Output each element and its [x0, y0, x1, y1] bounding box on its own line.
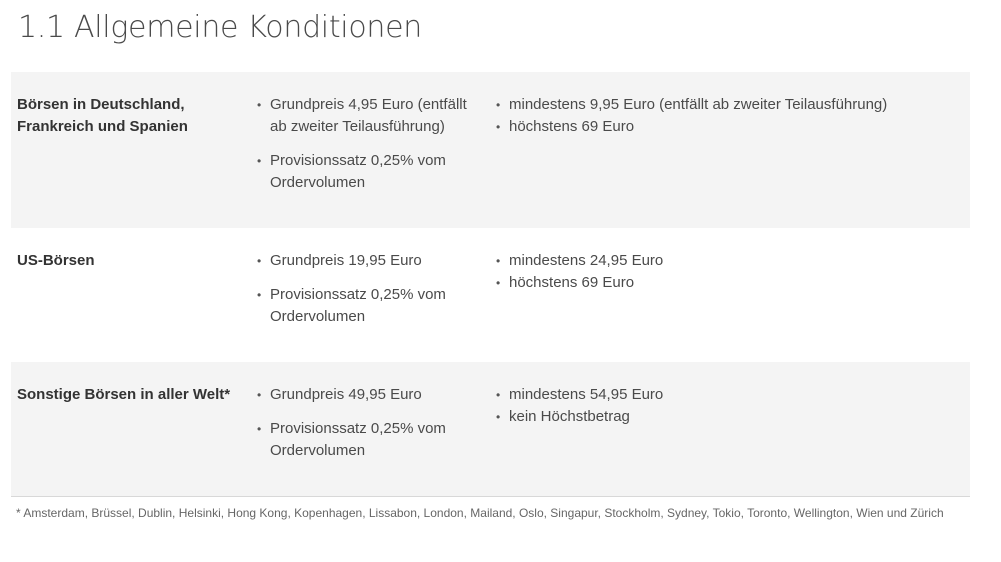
page-title: 1.1 Allgemeine Konditionen	[18, 10, 422, 45]
table-row	[11, 72, 970, 228]
bullet-icon: •	[496, 120, 501, 134]
row-label: US-Börsen	[17, 252, 95, 269]
bullet-icon: •	[257, 288, 262, 302]
bullet-icon: •	[496, 388, 501, 402]
divider	[11, 496, 970, 497]
limits-list	[496, 250, 966, 294]
bullet-icon: •	[257, 254, 262, 268]
list-item	[257, 384, 487, 406]
list-item	[496, 250, 966, 272]
list-item	[257, 418, 487, 462]
list-item-text: Grundpreis 49,95 Euro	[270, 386, 422, 403]
table-row	[11, 228, 970, 362]
list-item	[496, 384, 966, 406]
list-item-text: Grundpreis 19,95 Euro	[270, 252, 422, 269]
list-item-text: kein Höchstbetrag	[509, 408, 630, 425]
list-item-text: Provisionssatz 0,25% vom Ordervolumen	[270, 420, 446, 459]
bullet-icon: •	[496, 410, 501, 424]
bullet-icon: •	[496, 98, 501, 112]
row-label: Börsen in Deutschland, Frankreich und Spanien	[17, 96, 188, 135]
list-item-text: mindestens 54,95 Euro	[509, 386, 664, 403]
list-item-text: mindestens 24,95 Euro	[509, 252, 664, 269]
list-item-text: höchstens 69 Euro	[509, 274, 635, 291]
base-price-list	[257, 94, 487, 194]
list-item	[496, 94, 966, 116]
list-item	[496, 406, 966, 428]
list-item-text: Provisionssatz 0,25% vom Ordervolumen	[270, 152, 446, 191]
base-price-list	[257, 384, 487, 462]
bullet-icon: •	[496, 276, 501, 290]
bullet-icon: •	[257, 154, 262, 168]
list-item	[496, 116, 966, 138]
table-row	[11, 362, 970, 496]
list-item	[257, 284, 487, 328]
bullet-icon: •	[257, 388, 262, 402]
list-item	[257, 94, 487, 138]
footnote: * Amsterdam, Brüssel, Dublin, Helsinki, Hong Kong, Kopenhagen, Lissabon, London, Mailand, Oslo, Singapur, Stockholm, Sydney, Tokio, Toronto, Wellington, Wien und Zürich	[16, 506, 944, 520]
limits-list	[496, 384, 966, 428]
list-item-text: Provisionssatz 0,25% vom Ordervolumen	[270, 286, 446, 325]
list-item-text: mindestens 9,95 Euro (entfällt ab zweiter Teilausführung)	[509, 96, 888, 113]
bullet-icon: •	[496, 254, 501, 268]
list-item-text: höchstens 69 Euro	[509, 118, 635, 135]
list-item	[257, 150, 487, 194]
bullet-icon: •	[257, 422, 262, 436]
bullet-icon: •	[257, 98, 262, 112]
base-price-list	[257, 250, 487, 328]
conditions-table	[11, 72, 970, 496]
list-item	[496, 272, 966, 294]
row-label: Sonstige Börsen in aller Welt*	[17, 386, 231, 403]
list-item	[257, 250, 487, 272]
limits-list	[496, 94, 966, 138]
list-item-text: Grundpreis 4,95 Euro (entfällt ab zweiter Teilausführung)	[270, 96, 467, 135]
